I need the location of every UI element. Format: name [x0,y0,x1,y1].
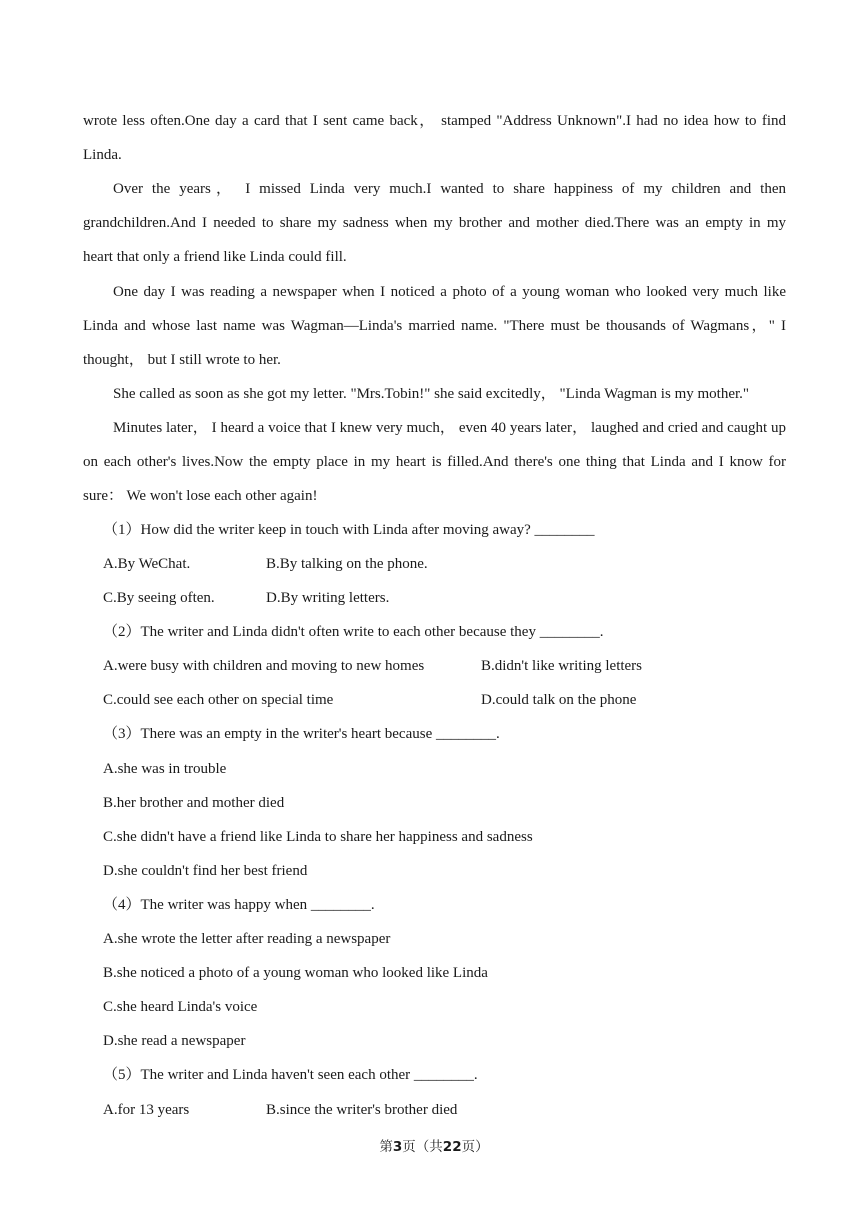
answer-option: D.could talk on the phone [481,692,637,708]
footer-middle: 页（共 [402,1139,443,1155]
passage-line: on each other's lives.Now the empty place in my heart is filled.And there's one thing that Linda and I know for [83,454,786,470]
page-footer [0,1133,868,1161]
passage-line: Over the years， I missed Linda very much.I wanted to share happiness of my children and then [113,181,786,197]
answer-option: B.her brother and mother died [103,795,285,811]
answer-option: A.for 13 years [103,1102,190,1118]
answer-option: A.were busy with children and moving to new homes [103,658,425,674]
footer-prefix: 第 [379,1139,393,1155]
footer-suffix: 页） [461,1139,489,1155]
passage-line: Linda. [83,147,122,163]
answer-option: B.didn't like writing letters [481,658,643,674]
question-stem: （5）The writer and Linda haven't seen each other ________. [103,1067,478,1083]
question-stem: （4）The writer was happy when ________. [103,897,375,913]
answer-option: C.could see each other on special time [103,692,334,708]
page-number: 3 [392,1139,403,1155]
answer-option: D.she couldn't find her best friend [103,863,308,879]
passage-line: Minutes later， I heard a voice that I knew very much， even 40 years later， laughed and cried and caught up [113,420,786,436]
answer-option: D.By writing letters. [266,590,390,606]
answer-option: C.she didn't have a friend like Linda to share her happiness and sadness [103,829,533,845]
passage-line: heart that only a friend like Linda could fill. [83,249,347,265]
answer-option: A.she wrote the letter after reading a newspaper [103,931,391,947]
passage-line: Linda and whose last name was Wagman—Linda's married name. "There must be thousands of Wagmans，" I [83,318,786,334]
passage-line: sure： We won't lose each other again! [83,488,318,504]
answer-option: C.By seeing often. [103,590,215,606]
question-stem: （3）There was an empty in the writer's heart because ________. [103,726,500,742]
question-stem: （1）How did the writer keep in touch with Linda after moving away? ________ [103,522,595,538]
answer-option: A.By WeChat. [103,556,191,572]
total-pages: 22 [442,1139,462,1155]
passage-line: grandchildren.And I needed to share my sadness when my brother and mother died.There was an empty in my [83,215,786,231]
passage-line: She called as soon as she got my letter. "Mrs.Tobin!" she said excitedly， "Linda Wagman is my mother." [113,386,750,402]
answer-option: C.she heard Linda's voice [103,999,258,1015]
passage-line: One day I was reading a newspaper when I noticed a photo of a young woman who looked very much like [113,284,786,300]
passage-line: wrote less often.One day a card that I sent came back， stamped "Address Unknown".I had no idea how to find [83,113,786,129]
answer-option: B.she noticed a photo of a young woman who looked like Linda [103,965,488,981]
answer-option: B.By talking on the phone. [266,556,428,572]
answer-option: D.she read a newspaper [103,1033,246,1049]
passage-line: thought， but I still wrote to her. [83,352,281,368]
answer-option: A.she was in trouble [103,761,227,777]
answer-option: B.since the writer's brother died [266,1102,458,1118]
question-stem: （2）The writer and Linda didn't often write to each other because they ________. [103,624,604,640]
